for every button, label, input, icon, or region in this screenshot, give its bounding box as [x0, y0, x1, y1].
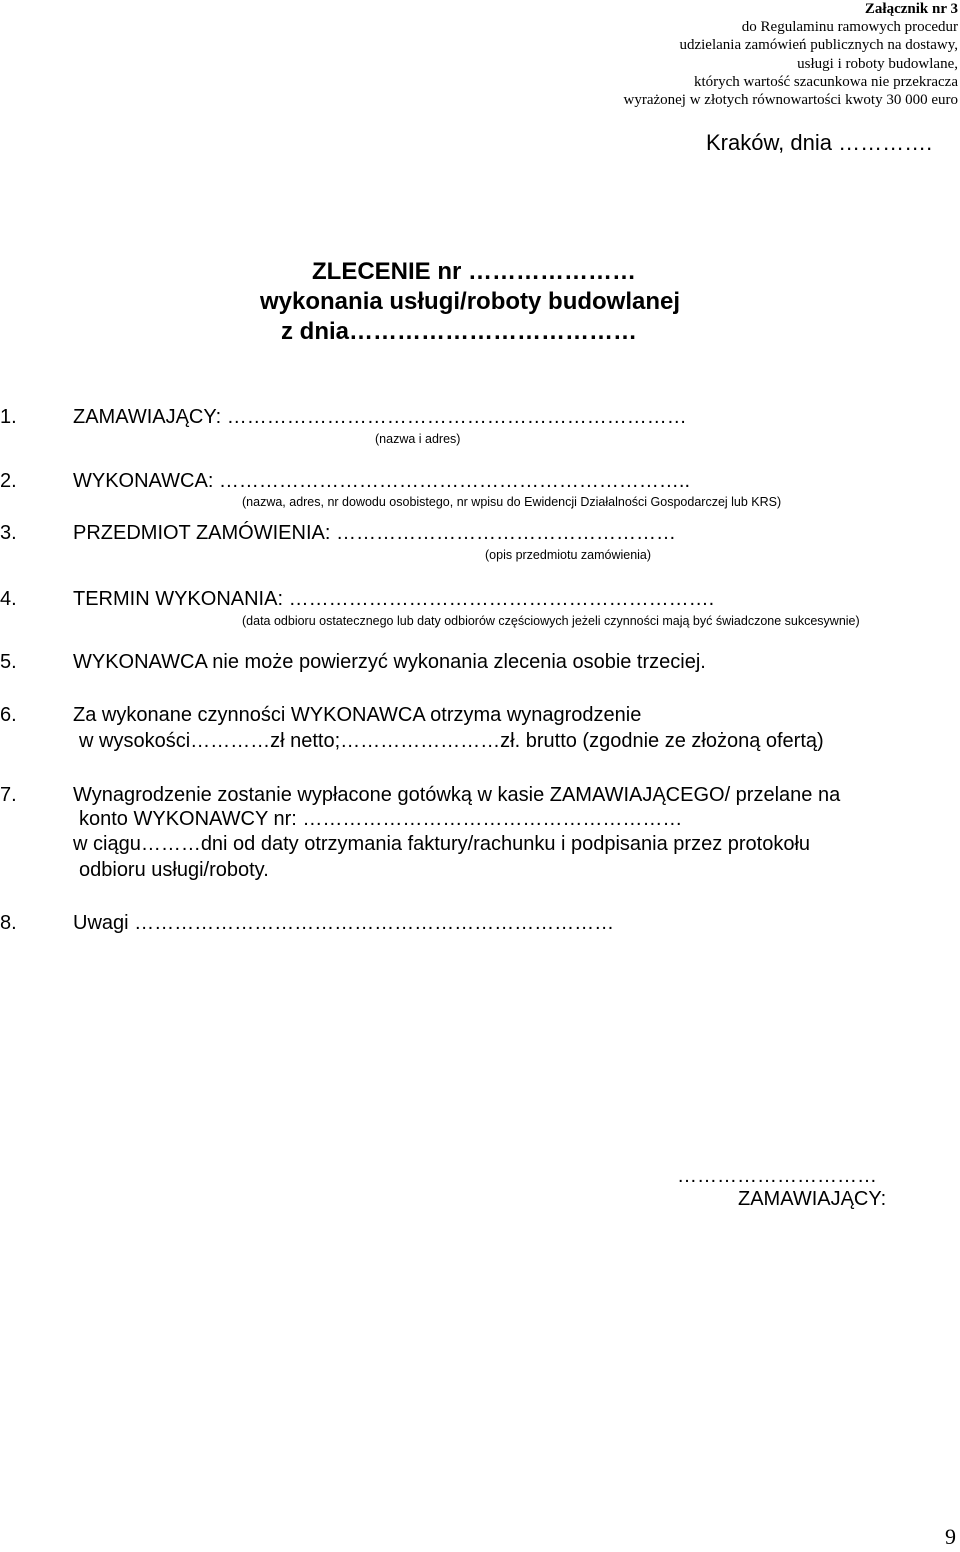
section-text-continued: w ciągu………dni od daty otrzymania faktury/rachunku i podpisania przez protokołu — [73, 833, 811, 855]
section-text: WYKONAWCA: …………………………………………………………….. — [73, 470, 691, 492]
section-text-continued: odbioru usługi/roboty. — [79, 859, 269, 881]
section-text: Uwagi ……………………………………………………………… — [73, 912, 615, 934]
section-number: 1. — [0, 406, 17, 428]
place-date: Kraków, dnia …………. — [706, 130, 933, 155]
section-number: 5. — [0, 651, 17, 673]
signature-line: ………………………… — [677, 1165, 877, 1187]
section-ordering-party — [0, 406, 687, 429]
annex-line: do Regulaminu ramowych procedur — [741, 19, 958, 36]
section-number: 8. — [0, 912, 17, 934]
section-text: TERMIN WYKONANIA: ………………………………………………………. — [73, 588, 715, 610]
order-title: ZLECENIE nr ………………… — [312, 258, 637, 285]
annex-line: udzielania zamówień publicznych na dostawy, — [679, 37, 958, 54]
annex-line: których wartość szacunkowa nie przekracza — [693, 73, 958, 90]
section-deadline — [0, 588, 714, 611]
order-subtitle: wykonania usługi/roboty budowlanej — [260, 288, 681, 315]
section-subject — [0, 522, 676, 545]
annex-title: Załącznik nr 3 — [864, 1, 958, 17]
section-text: PRZEDMIOT ZAMÓWIENIA: …………………………………………… — [73, 522, 676, 544]
section-contractor — [0, 470, 690, 493]
section-number: 4. — [0, 588, 17, 610]
section-remarks — [0, 912, 614, 935]
signature-label: ZAMAWIAJĄCY: — [738, 1188, 887, 1210]
section-number: 2. — [0, 470, 17, 492]
section-text-continued: w wysokości…………zł netto;……………………zł. brutto (zgodnie ze złożoną ofertą) — [79, 730, 824, 752]
section-payment — [0, 784, 840, 807]
section-text: Za wykonane czynności WYKONAWCA otrzyma wynagrodzenie — [73, 704, 642, 726]
annex-line: usługi i roboty budowlane, — [797, 55, 958, 72]
section-text: Wynagrodzenie zostanie wypłacone gotówką w kasie ZAMAWIAJĄCEGO/ przelane na — [73, 784, 841, 806]
section-text: WYKONAWCA nie może powierzyć wykonania zlecenia osobie trzeciej. — [73, 651, 706, 673]
annex-header — [624, 0, 959, 109]
section-hint: (nazwa, adres, nr dowodu osobistego, nr wpisu do Ewidencji Działalności Gospodarczej lub KRS) — [242, 495, 782, 509]
section-number: 7. — [0, 784, 17, 806]
section-remuneration — [0, 704, 641, 727]
section-text: ZAMAWIAJĄCY: …………………………………………………………… — [73, 406, 687, 428]
section-hint: (data odbioru ostatecznego lub daty odbiorów częściowych jeżeli czynności mają być świadczone sukcesywnie) — [242, 614, 860, 628]
page-number: 9 — [945, 1524, 956, 1549]
annex-line: wyrażonej w złotych równowartości kwoty 30 000 euro — [623, 92, 958, 109]
section-number: 6. — [0, 704, 17, 726]
section-number: 3. — [0, 522, 17, 544]
section-subcontract — [0, 651, 706, 674]
section-hint: (nazwa i adres) — [375, 432, 461, 446]
order-date-line: z dnia……………………………… — [281, 318, 638, 345]
section-text-continued: konto WYKONAWCY nr: ………………………………………………… — [79, 808, 683, 830]
section-hint: (opis przedmiotu zamówienia) — [485, 548, 652, 562]
